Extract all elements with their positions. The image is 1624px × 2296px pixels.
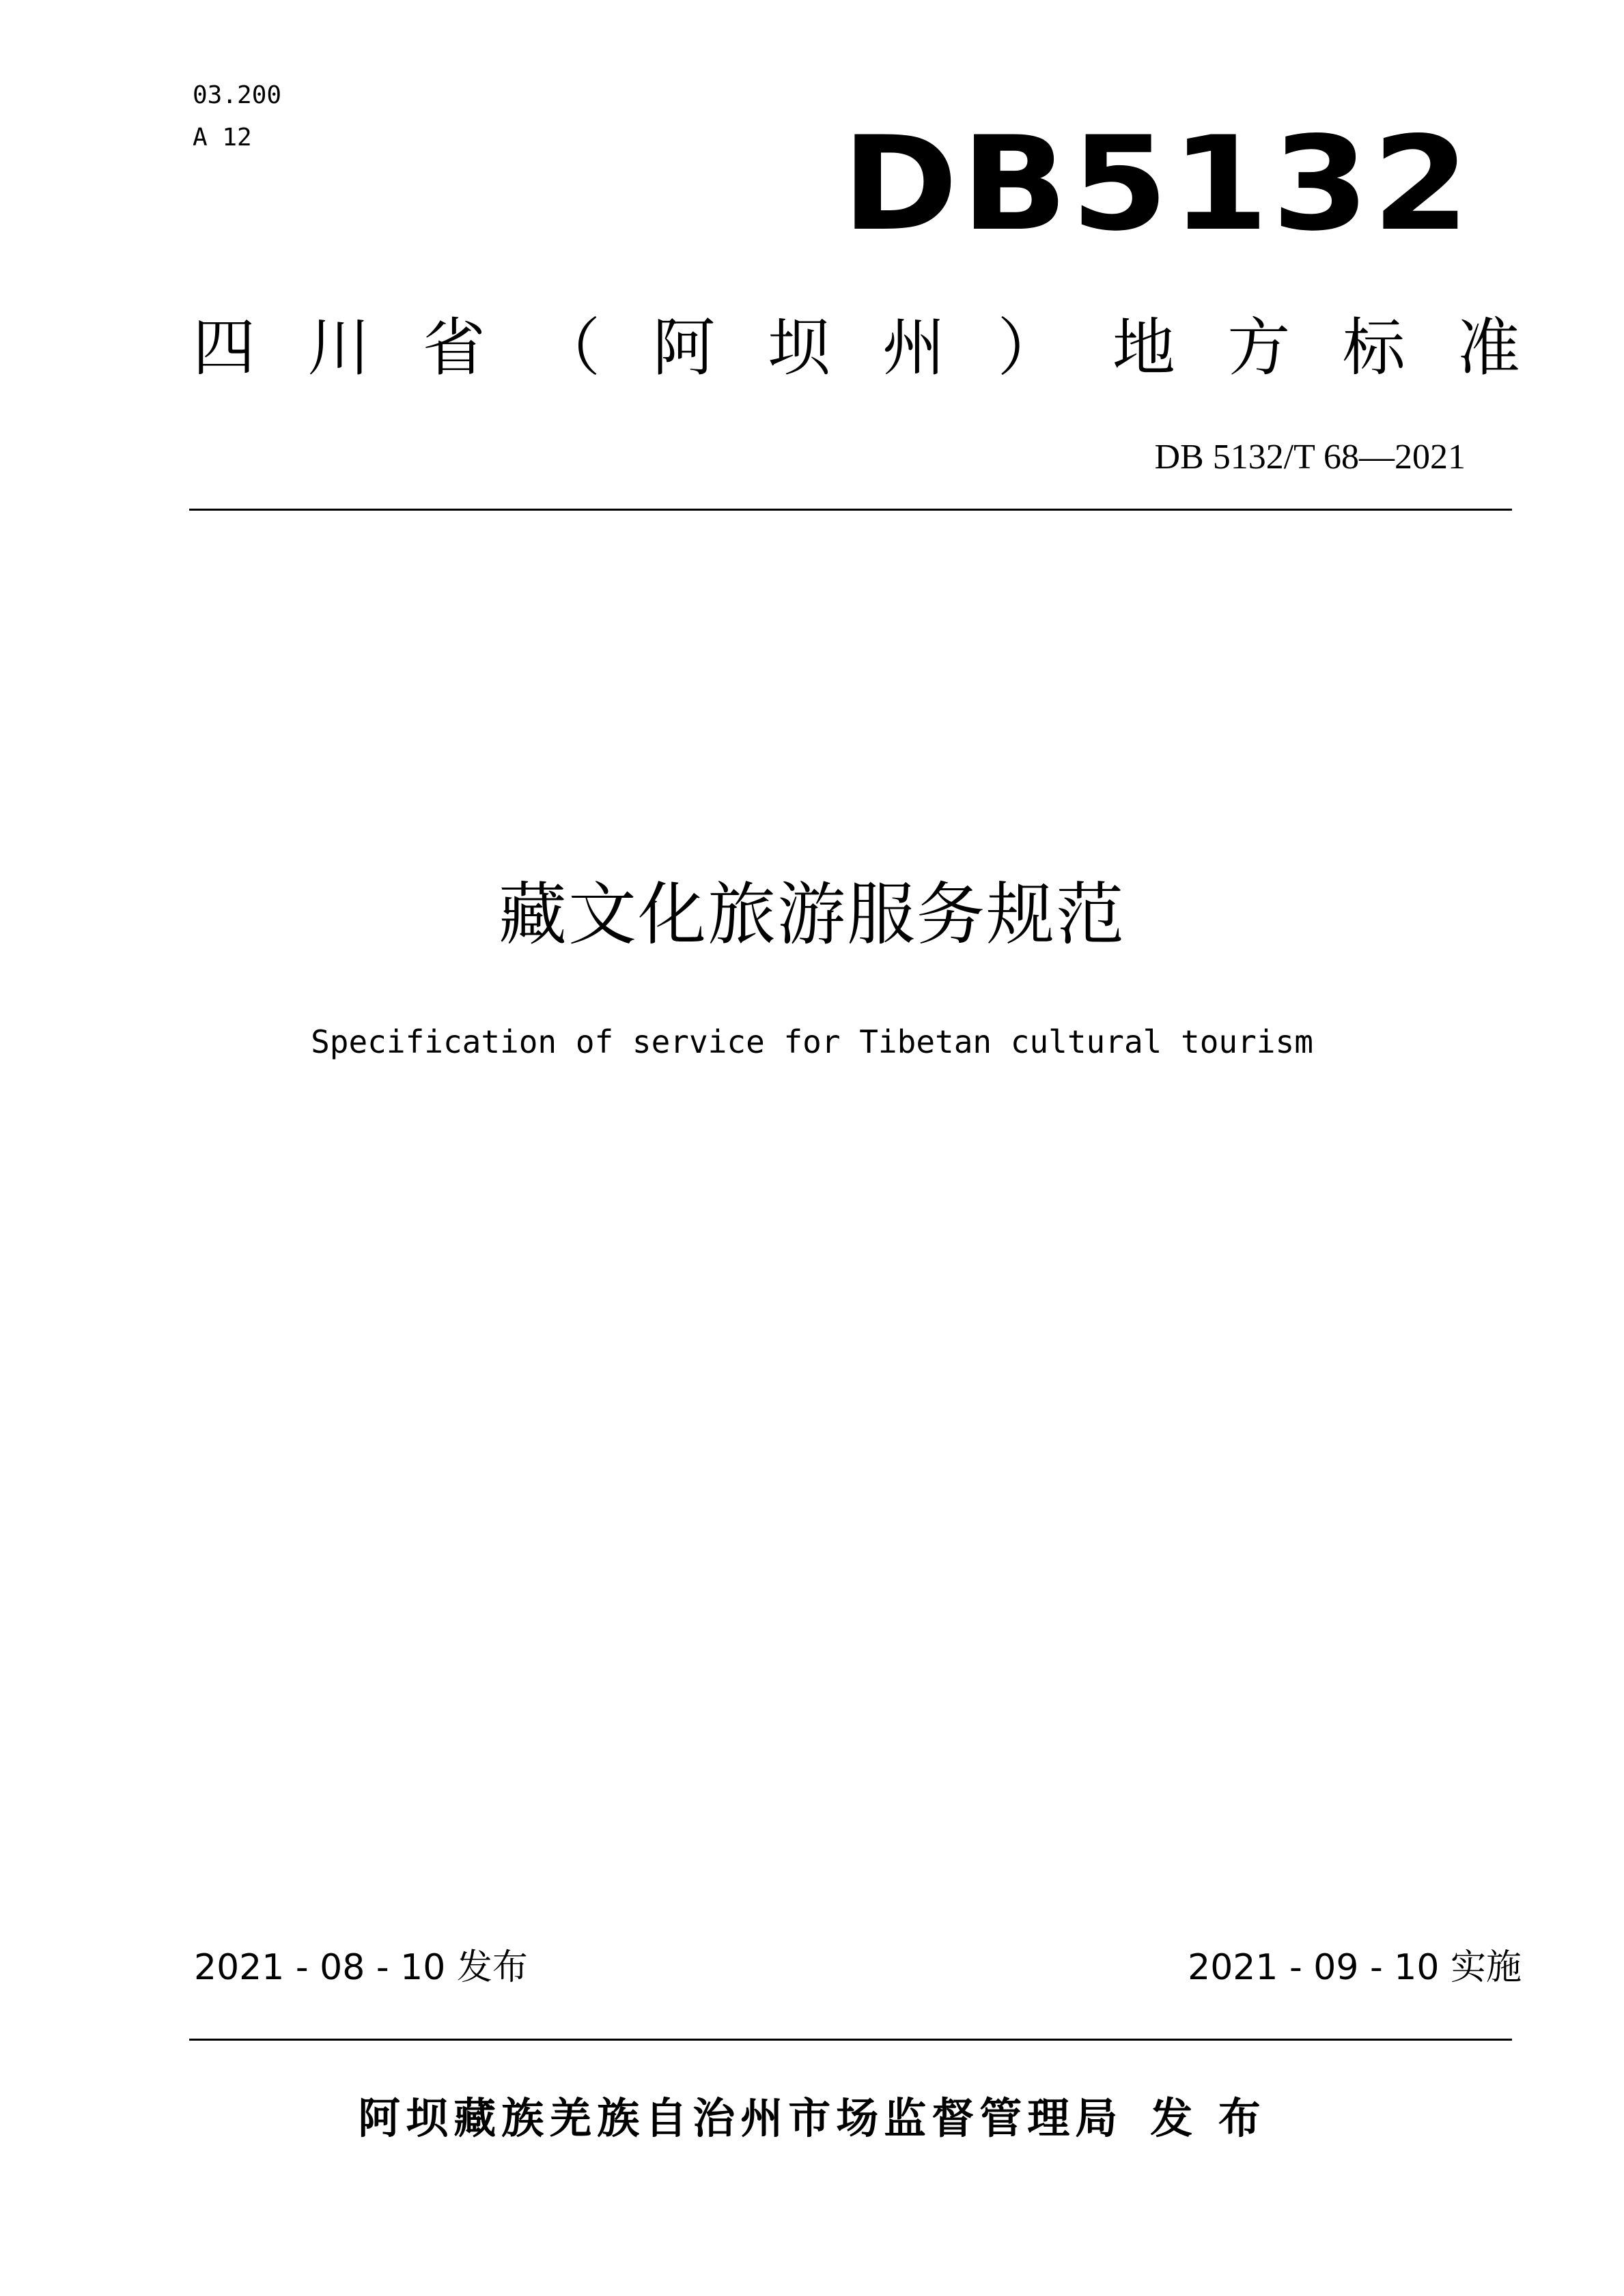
standard-level xyxy=(193,311,1520,386)
document-title-english: Specification of service for Tibetan cultural tourism xyxy=(311,1023,1313,1060)
standard-level-char: 川 xyxy=(307,311,371,384)
document-title-chinese: 藏文化旅游服务规范 xyxy=(499,875,1125,954)
standard-level-char: ） xyxy=(997,311,1061,384)
standard-level-char: 地 xyxy=(1112,311,1175,384)
standard-level-char: 准 xyxy=(1457,311,1520,384)
standard-level-char: （ xyxy=(537,311,601,384)
publish-word: 发 布 xyxy=(1150,2093,1266,2143)
standard-level-char: 四 xyxy=(193,311,256,384)
footer-divider xyxy=(189,2039,1512,2041)
standard-level-char: 州 xyxy=(882,311,946,384)
standard-level-char: 坝 xyxy=(767,311,830,384)
publisher-name: 阿坝藏族羌族自治州市场监督管理局 xyxy=(358,2093,1123,2143)
standard-level-char: 省 xyxy=(422,311,486,384)
standard-level-char: 标 xyxy=(1342,311,1405,384)
issue-date: 2021 - 08 - 10 发布 xyxy=(194,1947,528,1988)
publisher-line xyxy=(0,2093,1624,2144)
standard-number: DB 5132/T 68—2021 xyxy=(1154,438,1466,477)
implementation-date: 2021 - 09 - 10 实施 xyxy=(1188,1947,1522,1988)
standard-level-char: 方 xyxy=(1227,311,1291,384)
header-divider xyxy=(189,509,1512,511)
standard-logo: DB5132 xyxy=(841,109,1472,259)
standard-level-char: 阿 xyxy=(652,311,716,384)
ccs-code: A 12 xyxy=(193,124,252,152)
ics-code: 03.200 xyxy=(193,81,282,109)
